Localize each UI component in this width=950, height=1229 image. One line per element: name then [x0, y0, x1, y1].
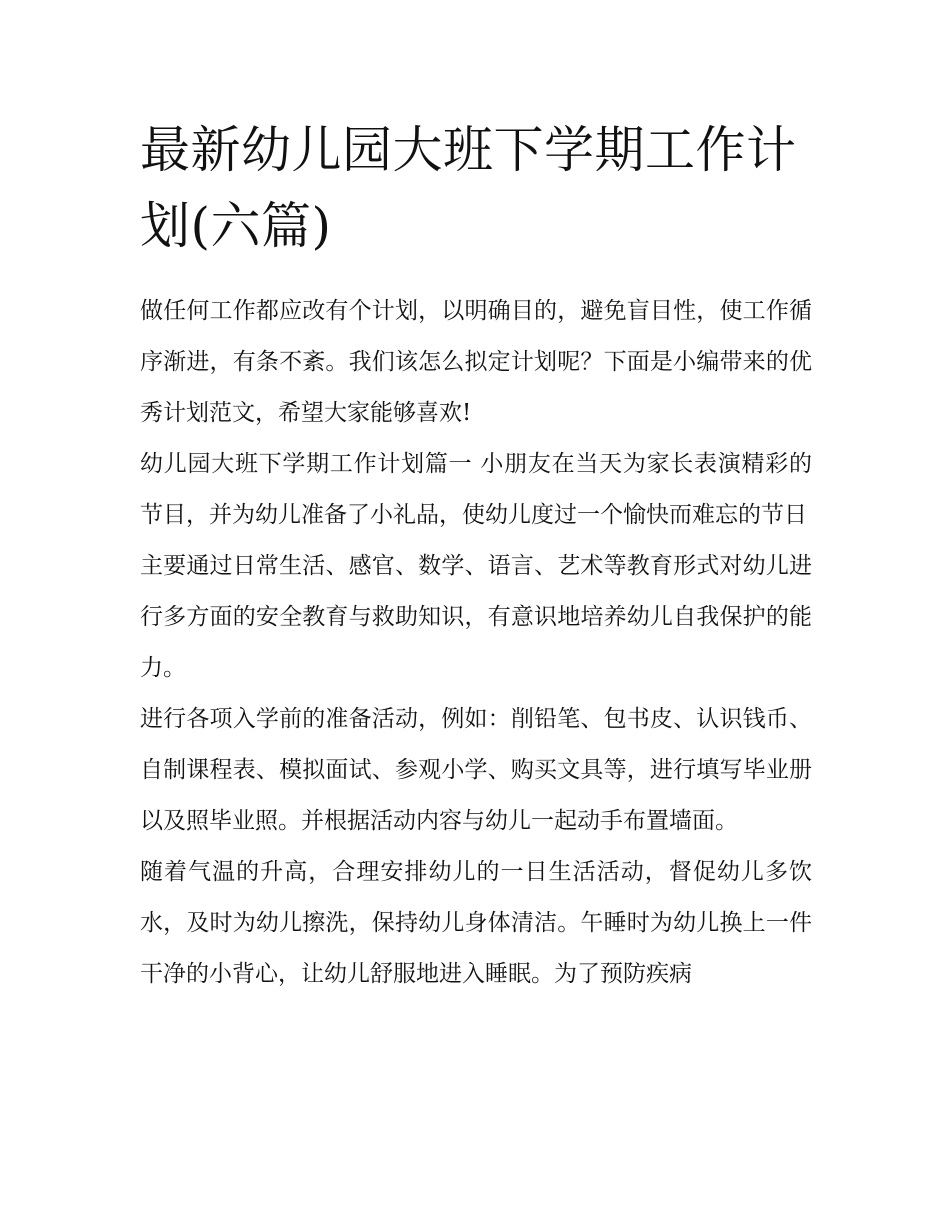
daily-care-paragraph: 随着气温的升高，合理安排幼儿的一日生活活动，督促幼儿多饮水，及时为幼儿擦洗，保持幼儿身体清洁。午睡时为幼儿换上一件干净的小背心，让幼儿舒服地进入睡眠。为了预防疾病 — [140, 859, 812, 987]
section-one-paragraph: 幼儿园大班下学期工作计划篇一 小朋友在当天为家长表演精彩的节目，并为幼儿准备了小礼品，使幼儿度过一个愉快而难忘的节日 — [140, 451, 812, 528]
safety-education-paragraph: 主要通过日常生活、感官、数学、语言、艺术等教育形式对幼儿进行多方面的安全教育与救助知识，有意识地培养幼儿自我保护的能力。 — [140, 553, 812, 681]
school-preparation-paragraph: 进行各项入学前的准备活动，例如：削铅笔、包书皮、认识钱币、自制课程表、模拟面试、参观小学、购买文具等，进行填写毕业册以及照毕业照。并根据活动内容与幼儿一起动手布置墙面。 — [140, 706, 812, 834]
document-title: 最新幼儿园大班下学期工作计划(六篇) — [140, 121, 797, 255]
document-body — [140, 112, 812, 1000]
intro-paragraph: 做任何工作都应改有个计划，以明确目的，避免盲目性，使工作循序渐进，有条不紊。我们该怎么拟定计划呢？下面是小编带来的优秀计划范文，希望大家能够喜欢! — [140, 298, 812, 426]
